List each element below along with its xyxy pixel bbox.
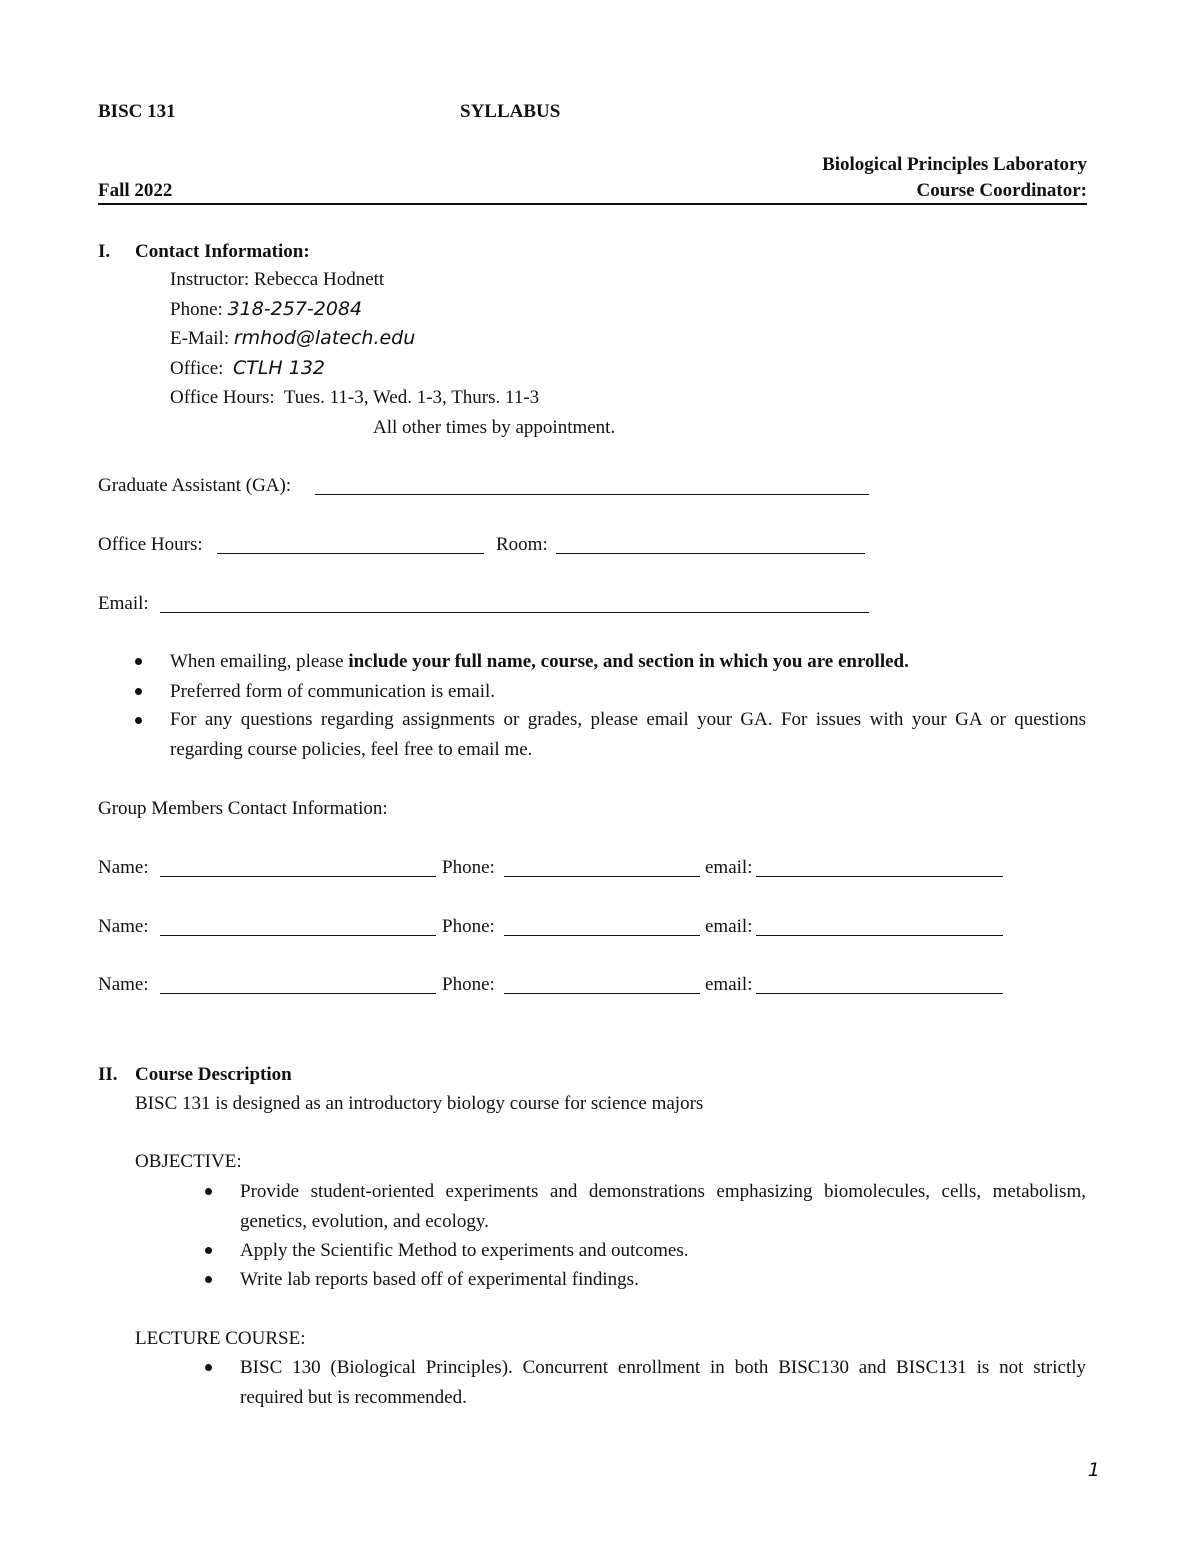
group-email-label: email: bbox=[705, 916, 753, 937]
email-value: rmhod@latech.edu bbox=[233, 327, 416, 349]
ga-blank[interactable] bbox=[315, 494, 869, 495]
office-label: Office: bbox=[170, 358, 224, 379]
bullet-dot bbox=[205, 1364, 212, 1371]
group-phone-blank[interactable] bbox=[504, 993, 700, 994]
bullet-questions: For any questions regarding assignments or grades, please email your GA. For issues with your GA or questions regarding course policies, feel free to email me. bbox=[170, 709, 1086, 760]
hours-label: Office Hours: bbox=[170, 387, 275, 408]
course-description: BISC 131 is designed as an introductory biology course for science majors bbox=[135, 1093, 704, 1114]
group-email-label: email: bbox=[705, 857, 753, 878]
section1-numeral: I. bbox=[98, 241, 111, 262]
lecture-label: LECTURE COURSE: bbox=[135, 1328, 306, 1349]
group-phone-label: Phone: bbox=[442, 974, 495, 995]
bullet-dot bbox=[205, 1188, 212, 1195]
objective-item: Write lab reports based off of experimental findings. bbox=[240, 1269, 639, 1290]
group-phone-label: Phone: bbox=[442, 857, 495, 878]
group-name-blank[interactable] bbox=[160, 993, 436, 994]
ga-hours-label: Office Hours: bbox=[98, 534, 203, 555]
group-email-blank[interactable] bbox=[756, 876, 1003, 877]
objective-item: Provide student-oriented experiments and demonstrations emphasizing biomolecules, cells, metabolism, genetics, evolution, and ecology. bbox=[240, 1181, 1086, 1232]
page-number: 1 bbox=[1087, 1459, 1100, 1481]
phone-value: 318-257-2084 bbox=[227, 298, 363, 320]
header-divider bbox=[98, 203, 1087, 205]
ga-email-blank[interactable] bbox=[160, 612, 869, 613]
coordinator-label: Course Coordinator: bbox=[916, 180, 1087, 201]
ga-room-blank[interactable] bbox=[556, 553, 865, 554]
bullet-email-instructions bbox=[170, 651, 909, 673]
email-label: E-Mail: bbox=[170, 328, 230, 349]
term: Fall 2022 bbox=[98, 180, 173, 201]
group-email-label: email: bbox=[705, 974, 753, 995]
bullet1-text: When emailing, please bbox=[170, 651, 349, 672]
ga-label: Graduate Assistant (GA): bbox=[98, 475, 292, 496]
email-line bbox=[170, 327, 415, 350]
doc-type: SYLLABUS bbox=[460, 101, 561, 122]
hours-value: Tues. 11-3, Wed. 1-3, Thurs. 11-3 bbox=[283, 387, 540, 408]
bullet1-bold: include your full name, course, and section in which you are enrolled. bbox=[348, 651, 909, 672]
lecture-item: BISC 130 (Biological Principles). Concurrent enrollment in both BISC130 and BISC131 is not strictly required but is recommended. bbox=[240, 1357, 1086, 1408]
group-email-blank[interactable] bbox=[756, 993, 1003, 994]
office-value: CTLH 132 bbox=[232, 357, 326, 379]
group-email-blank[interactable] bbox=[756, 935, 1003, 936]
group-name-blank[interactable] bbox=[160, 876, 436, 877]
group-phone-label: Phone: bbox=[442, 916, 495, 937]
section1-title: Contact Information: bbox=[135, 241, 310, 262]
ga-email-label: Email: bbox=[98, 593, 149, 614]
instructor-line: Instructor: Rebecca Hodnett bbox=[170, 269, 385, 290]
office-line bbox=[170, 357, 325, 380]
objective-item: Apply the Scientific Method to experiments and outcomes. bbox=[240, 1240, 689, 1261]
course-code: BISC 131 bbox=[98, 101, 176, 122]
group-phone-blank[interactable] bbox=[504, 935, 700, 936]
bullet-preferred: Preferred form of communication is email. bbox=[170, 681, 496, 702]
phone-label: Phone: bbox=[170, 299, 223, 320]
bullet-dot bbox=[135, 688, 142, 695]
ga-room-label: Room: bbox=[496, 534, 548, 555]
group-name-blank[interactable] bbox=[160, 935, 436, 936]
section2-numeral: II. bbox=[98, 1064, 118, 1085]
hours-note: All other times by appointment. bbox=[373, 417, 616, 438]
group-name-label: Name: bbox=[98, 857, 149, 878]
bullet-dot bbox=[205, 1247, 212, 1254]
bullet-dot bbox=[135, 717, 142, 724]
phone-line bbox=[170, 298, 362, 321]
course-title: Biological Principles Laboratory bbox=[822, 154, 1087, 175]
group-heading: Group Members Contact Information: bbox=[98, 798, 388, 819]
hours-line bbox=[170, 387, 539, 409]
bullet-dot bbox=[135, 658, 142, 665]
group-phone-blank[interactable] bbox=[504, 876, 700, 877]
section2-title: Course Description bbox=[135, 1064, 292, 1085]
ga-hours-blank[interactable] bbox=[217, 553, 484, 554]
objective-label: OBJECTIVE: bbox=[135, 1151, 242, 1172]
group-name-label: Name: bbox=[98, 916, 149, 937]
group-name-label: Name: bbox=[98, 974, 149, 995]
bullet-dot bbox=[205, 1276, 212, 1283]
